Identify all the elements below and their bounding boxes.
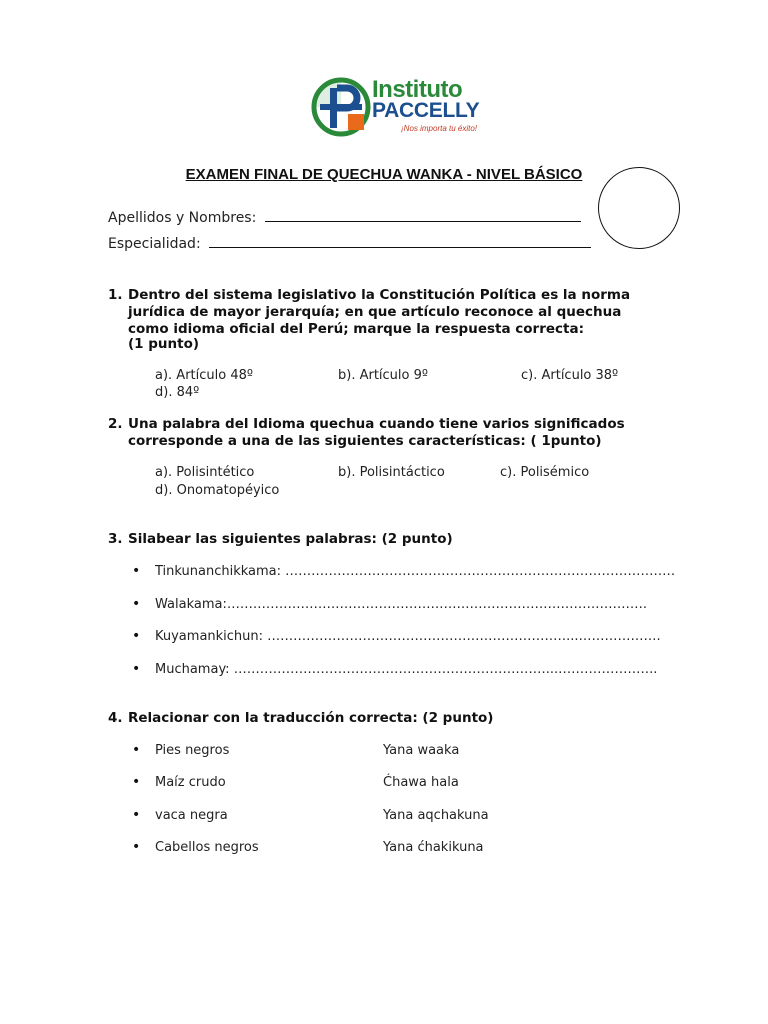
question-1-number: 1.	[108, 287, 123, 303]
match-right-3[interactable]: Yana aqchakuna	[383, 808, 489, 823]
syllable-item-1[interactable]: Tinkunanchikkama: ………………………………………………………………………………	[155, 564, 676, 579]
question-4-number: 4.	[108, 710, 123, 726]
grade-circle	[598, 167, 680, 249]
question-1-option-c[interactable]: c). Artículo 38º	[521, 368, 619, 383]
match-right-2[interactable]: Ćhawa hala	[383, 775, 459, 790]
bullet-icon: •	[132, 628, 141, 644]
question-2-option-b[interactable]: b). Polisintáctico	[338, 465, 445, 480]
bullet-icon: •	[132, 774, 141, 790]
bullet-icon: •	[132, 839, 141, 855]
question-2-option-c[interactable]: c). Polisémico	[500, 465, 590, 480]
specialty-field-row	[108, 233, 591, 252]
question-1-text: Dentro del sistema legislativo la Constitución Política es la norma jurídica de mayor jerarquía; en que artículo reconoce al quechua como idioma oficial del Perú; marque la respuesta correcta:	[128, 287, 631, 337]
question-2-text: Una palabra del Idioma quechua cuando tiene varios significados corresponde a una de las siguientes características: ( 1punto)	[128, 416, 625, 449]
match-left-2[interactable]: Maíz crudo	[155, 775, 226, 790]
specialty-field-label: Especialidad:	[108, 236, 201, 252]
question-2-option-d[interactable]: d). Onomatopéyico	[155, 483, 280, 498]
question-3-text: Silabear las siguientes palabras: (2 punto)	[128, 531, 453, 547]
bullet-icon: •	[132, 661, 141, 677]
question-4-text: Relacionar con la traducción correcta: (2 punto)	[128, 710, 494, 726]
bullet-icon: •	[132, 742, 141, 758]
logo-name: Instituto	[372, 76, 463, 103]
syllable-item-4[interactable]: Muchamay: ………………………………………………………………...…………………..	[155, 662, 658, 677]
name-field-row	[108, 207, 581, 226]
match-left-1[interactable]: Pies negros	[155, 743, 230, 758]
syllable-item-2[interactable]: Walakama:…………………………………………………………………………………….	[155, 597, 647, 612]
name-field-line[interactable]	[265, 207, 581, 222]
exam-title: EXAMEN FINAL DE QUECHUA WANKA - NIVEL BÁSICO	[185, 166, 583, 183]
name-field-label: Apellidos y Nombres:	[108, 210, 257, 226]
match-left-4[interactable]: Cabellos negros	[155, 840, 259, 855]
question-1-option-a[interactable]: a). Artículo 48º	[155, 368, 254, 383]
question-3-number: 3.	[108, 531, 123, 547]
question-2-number: 2.	[108, 416, 123, 432]
syllable-item-3[interactable]: Kuyamankichun: ……………………………………………………………...……………….	[155, 629, 661, 644]
match-right-1[interactable]: Yana waaka	[383, 743, 460, 758]
question-1-option-d[interactable]: d). 84º	[155, 385, 200, 400]
specialty-field-line[interactable]	[209, 233, 591, 248]
logo-brand: PACCELLY	[372, 99, 480, 122]
match-right-4[interactable]: Yana ćhakikuna	[383, 840, 484, 855]
bullet-icon: •	[132, 596, 141, 612]
logo-slogan: ¡Nos importa tu éxito!	[401, 124, 478, 133]
question-1-points: (1 punto)	[128, 336, 200, 352]
match-left-3[interactable]: vaca negra	[155, 808, 228, 823]
bullet-icon: •	[132, 807, 141, 823]
question-2-option-a[interactable]: a). Polisintético	[155, 465, 255, 480]
question-1-option-b[interactable]: b). Artículo 9º	[338, 368, 429, 383]
bullet-icon: •	[132, 563, 141, 579]
